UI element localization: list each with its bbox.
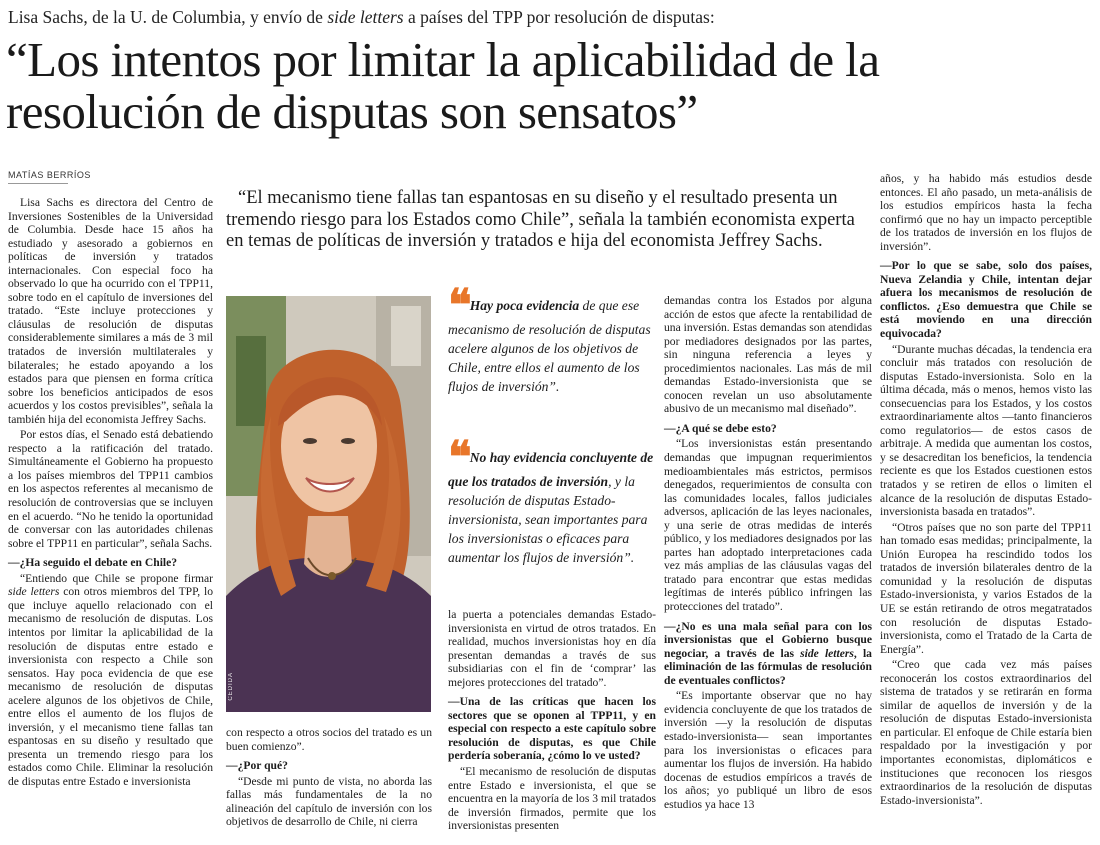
paragraph: la puerta a potenciales demandas Estado-inversionista en virtud de otros tratados. En realidad, muchos inversionistas hoy en día presentan demandas a través de sus subsidiarias con el fin de ‘comprar’ las mejores protecciones del tratado”. (448, 608, 656, 689)
byline: MATÍAS BERRÍOS (8, 170, 91, 184)
interview-answer: “Durante muchas décadas, la tendencia era concluir más tratados con resolución de disputas Estado-inversionista. Solo en la última década, más o menos, hemos visto las consecuencias para los Estados, y los costos extraordinariamente altos —tanto financieros como regulatorios— de estos casos de arbitraje. A medida que aumentan los costos, y se desacreditan los beneficios, la tendencia reciente es que los Estados cuestionen estos tratados y se retiren de ellos o limiten el alcance de la resolución de disputas Estado-inversionista basada en tratados”. (880, 342, 1092, 519)
headline (6, 34, 1096, 138)
interview-question: —Una de las críticas que hacen los sectores que se oponen al TPP11, y en especial con respecto a este capítulo sobre resolución de disputas, es que Chile perdería soberanía, ¿cómo lo ve usted? (448, 695, 656, 763)
interview-question: —¿Ha seguido el debate en Chile? (8, 556, 178, 570)
portrait-illustration (226, 296, 431, 712)
kicker: Lisa Sachs, de la U. de Columbia, y envío de side letters a países del TPP por resolución de disputas: (8, 7, 715, 27)
interview-question: —¿Por qué? (226, 759, 288, 773)
interview-answer: “Los inversionistas están presentando demandas que impugnan requerimientos medioambientales más estrictos, permisos denegados, requerimientos de consulta con las comunidades locales, fallos judiciales adversos, aplicación de las leyes nacionales, y una serie de otras medidas de interés público, y los mediadores designados por las partes han adoptado interpretaciones cada vez más amplias de las cláusulas vagas del tratado para encontrar que estas medidas legítimas de interés público infringen las protecciones del tratado”. (664, 437, 872, 614)
photo-credit: CEDIDA (228, 672, 234, 701)
quote-mark-icon: ❝ (448, 432, 466, 483)
interview-question: —Por lo que se sabe, solo dos países, Nueva Zelandia y Chile, intentan dejar afuera los mecanismos de resolución de conflictos. ¿Eso demuestra que Chile se está moviendo en una dirección equivocada? (880, 259, 1092, 341)
column-3 (448, 608, 656, 835)
column-2 (226, 726, 432, 831)
paragraph: años, y ha habido más estudios desde entonces. El año pasado, un meta-análisis de los estudios empíricos hasta la fecha confirmó que no hay un impacto perceptible de los tratados de inversión en los flujos de inversión”. (880, 172, 1092, 253)
interview-answer: “Entiendo que Chile se propone firmar side letters con otros miembros del TPP, lo que incluye aquello relacionado con el mecanismo de resolución de disputas. Los intentos por limitar la aplicabilidad de la resolución de disputas entre estado e inversionista con respecto a Chile son sensatos. Hay poca evidencia de que ese mecanismo de resolución de disputas acelere algunos de los objetivos de Chile, entre ellos el aumento de los flujos de inversión, y el mecanismo tiene fallas tan espantosas en su diseño y resultado que presenta un tremendo riesgo para los estados como Chile. Eliminar la resolución de disputas entre Estado e inversionista (8, 571, 213, 788)
paragraph: Por estos días, el Senado está debatiendo respecto a la ratificación del tratado. Simultáneamente el Gobierno ha propuesto a los países miembros del TPP11 cambios en los aspectos referentes al mecanismo de resolución de controversias que se incluyen en el acuerdo. “No he tenido la oportunidad de conversar con las autoridades chilenas sobre el TPP11 en particular”, señala Sachs. (8, 428, 213, 550)
interview-answer: “Es importante observar que no hay evidencia concluyente de que los tratados de inversión —y la resolución de disputas estado-inversionista— sean importantes para los inversionistas o eficaces para aumentar los flujos de inversión. Ha habido docenas de estudios empíricos a través de los años; yo publiqué un libro de esos estudios ya hace 13 (664, 689, 872, 811)
interview-answer: “Otros países que no son parte del TPP11 han tomado esas medidas; principalmente, la Unión Europea ha rescindido todos los tratados de inversión bilaterales dentro de la comunidad y la resolución de disputas Estado-inversionista, y varios Estados de la UE se están retirando de otros megatratados con resolución de disputas Estado-inversionista, como el Tratado de la Carta de Energía”. (880, 520, 1092, 656)
portrait-photo (226, 296, 431, 712)
column-4 (664, 294, 872, 813)
interview-question: —¿No es una mala señal para con los inversionistas que el Gobierno busque negociar, a través de las side letters, la eliminación de las fórmulas de resolución de eventuales conflictos? (664, 619, 872, 687)
headline-line-1: “Los intentos por limitar la aplicabilidad de la (6, 32, 880, 87)
column-5 (880, 172, 1092, 809)
paragraph: con respecto a otros socios del tratado es un buen comienzo”. (226, 726, 432, 753)
paragraph: demandas contra los Estados por alguna acción de estos que afecte la rentabilidad de una inversión. Estas demandas son atendidas por mediadores designados por las partes, sin ninguna referencia a leyes y procedimientos nacionales. Las más de mil demandas Estado-inversionista que se conocen revelan un uso absolutamente abusivo de un mecanismo mal diseñado”. (664, 294, 872, 416)
pull-quote-1: ❝ Hay poca evidencia de que ese mecanismo de resolución de disputas acelere algunos de los objetivos de Chile, entre ellos el aumento de los flujos de inversión”. (448, 280, 651, 394)
interview-answer: “Desde mi punto de vista, no aborda las fallas más fundamentales de la no alineación del capítulo de inversión con los objetivos de desarrollo de Chile, ni cierra (226, 774, 432, 829)
interview-answer: “El mecanismo de resolución de disputas entre Estado e inversionista, el que se encuentra en la mayoría de los 3 mil tratados de inversión firmados, permite que los inversionistas presenten (448, 765, 656, 833)
interview-question: —¿A qué se debe esto? (664, 421, 777, 435)
lead-paragraph: “El mecanismo tiene fallas tan espantosas en su diseño y el resultado presenta un tremendo riesgo para los Estados como Chile”, señala la también economista experta en temas de políticas de inversión y tratados e hija del economista Jeffrey Sachs. (226, 188, 855, 251)
pull-quote-2: ❝ No hay evidencia concluyente de que los tratados de inversión, y la resolución de disputas Estado-inversionista, sean importantes para los inversionistas o eficaces para aumentar los flujos de inversión”. (448, 432, 654, 565)
headline-line-2: resolución de disputas son sensatos” (6, 84, 698, 139)
interview-answer: “Creo que cada vez más países reconocerán los costos extraordinarios del sistema de tratados y se retirarán en forma similar de aquellos de inversión y de la resolución de disputas Estado-inversionista en particular. El enfoque de Chile estaría bien respaldado por la investigación y por importantes economistas, diplomáticos e instituciones que reconocen los riesgos extraordinarios de la resolución de disputas Estado-inversionista”. (880, 658, 1092, 807)
column-1 (8, 196, 213, 791)
paragraph: Lisa Sachs es directora del Centro de Inversiones Sostenibles de la Universidad de Columbia. Desde hace 15 años ha estudiado y asesorado a gobiernos en políticas de inversión y tratados internacionales. Con especial foco ha observado lo que ha ocurrido con el TPP11, sobre todo en el capítulo de inversiones del tratado. “Este incluye protecciones y cláusulas de resolución de disputas considerablemente similares a más de 3 mil tratados de inversión multilaterales y bilaterales; he estado apoyando a los estados para que piensen en forma crítica sobre los beneficios anticipados de esos acuerdos y los costos previsibles”, señala la también hija del economista Jeffrey Sachs. (8, 196, 213, 426)
quote-mark-icon: ❝ (448, 280, 466, 331)
